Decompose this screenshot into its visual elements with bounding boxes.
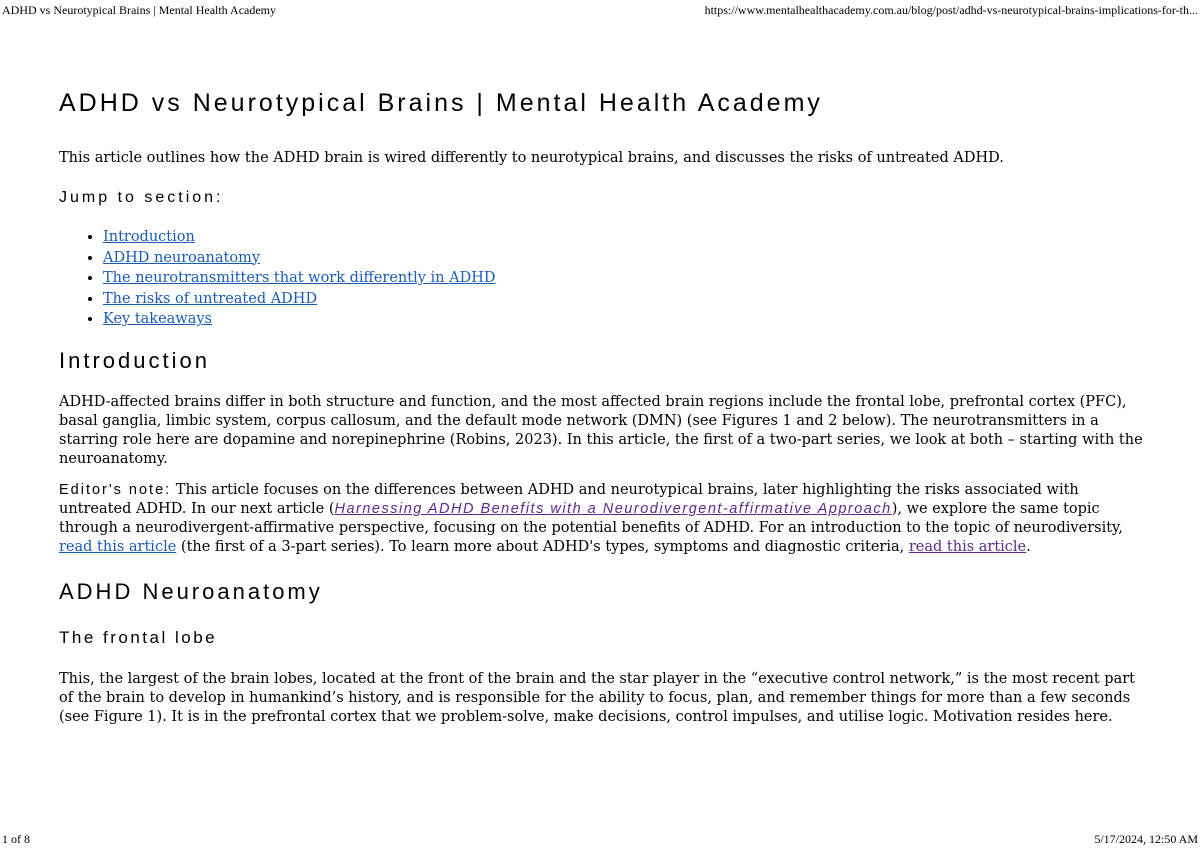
introduction-paragraph: ADHD-affected brains differ in both structure and function, and the most affected brain regions include the frontal lobe, prefrontal cortex (PFC), basal ganglia, limbic system, corpus callosum, and the default mode network (DMN) (see Figures 1 and 2 below). The neurotransmitters in a starring role here are dopamine and norepinephrine (Robins, 2023). In this article, the first of a two-part series, we look at both – starting with the neuroanatomy. [59,393,1143,467]
toc-link-key-takeaways[interactable]: Key takeaways [103,311,212,328]
toc-link-adhd-neuroanatomy[interactable]: ADHD neuroanatomy [103,249,261,266]
print-datetime: 5/17/2024, 12:50 AM [1094,832,1198,846]
editor-note-text: (the first of a 3-part series). To learn more about ADHD's types, symptoms and diagnostic criteria, [176,538,909,555]
article [59,84,1149,727]
editor-note-text: ), we explore the same topic through a neurodivergent-affirmative perspective, focusing on the potential benefits of ADHD. For an introduction to the topic of neurodiversity, [59,500,1123,536]
page-title: ADHD vs Neurotypical Brains | Mental Health Academy [59,89,823,117]
toc-link-risks[interactable]: The risks of untreated ADHD [103,290,318,307]
page-number: 1 of 8 [2,832,30,846]
toc-item [103,248,1149,269]
article-lead: This article outlines how the ADHD brain is wired differently to neurotypical brains, and discusses the risks of untreated ADHD. [59,150,1004,166]
toc-item [103,227,1149,248]
toc-link-neurotransmitters[interactable]: The neurotransmitters that work differently in ADHD [103,270,496,287]
frontal-lobe-heading: The frontal lobe [59,627,218,647]
frontal-lobe-paragraph: This, the largest of the brain lobes, located at the front of the brain and the star player in the “executive control network,” is the most recent part of the brain to develop in humankind’s history, and is responsible for the ability to focus, plan, and remember things for more than a few seconds (see Figure 1). It is in the prefrontal cortex that we problem-solve, make decisions, control impulses, and utilise logic. Motivation resides here. [59,670,1135,725]
print-header-title: ADHD vs Neurotypical Brains | Mental Health Academy [2,3,277,17]
table-of-contents [59,227,1149,330]
toc-item [103,268,1149,289]
print-header-url: https://www.mentalhealthacademy.com.au/blog/post/adhd-vs-neurotypical-brains-implications-for-th... [704,3,1198,17]
toc-item [103,309,1149,330]
editor-note-paragraph [59,481,1149,557]
editor-note-text: This article focuses on the differences between ADHD and neurotypical brains, later highlighting the risks associated with untreated ADHD. In our next article ( [59,481,1079,517]
print-footer [2,831,1198,847]
adhd-neuroanatomy-heading: ADHD Neuroanatomy [59,578,323,604]
toc-link-introduction[interactable]: Introduction [103,229,195,245]
neurodiversity-read-this-article-link[interactable]: read this article [59,538,177,555]
editor-note-label: Editor's note: [59,481,172,498]
harnessing-adhd-benefits-link[interactable]: Harnessing ADHD Benefits with a Neurodivergent-affirmative Approach [334,500,892,517]
adhd-types-read-this-article-link[interactable]: read this article [908,538,1027,555]
editor-note-text: . [1026,538,1031,555]
introduction-heading: Introduction [59,347,210,373]
jump-to-section-label: Jump to section: [59,189,224,206]
print-header [2,2,1198,18]
toc-item [103,289,1149,310]
